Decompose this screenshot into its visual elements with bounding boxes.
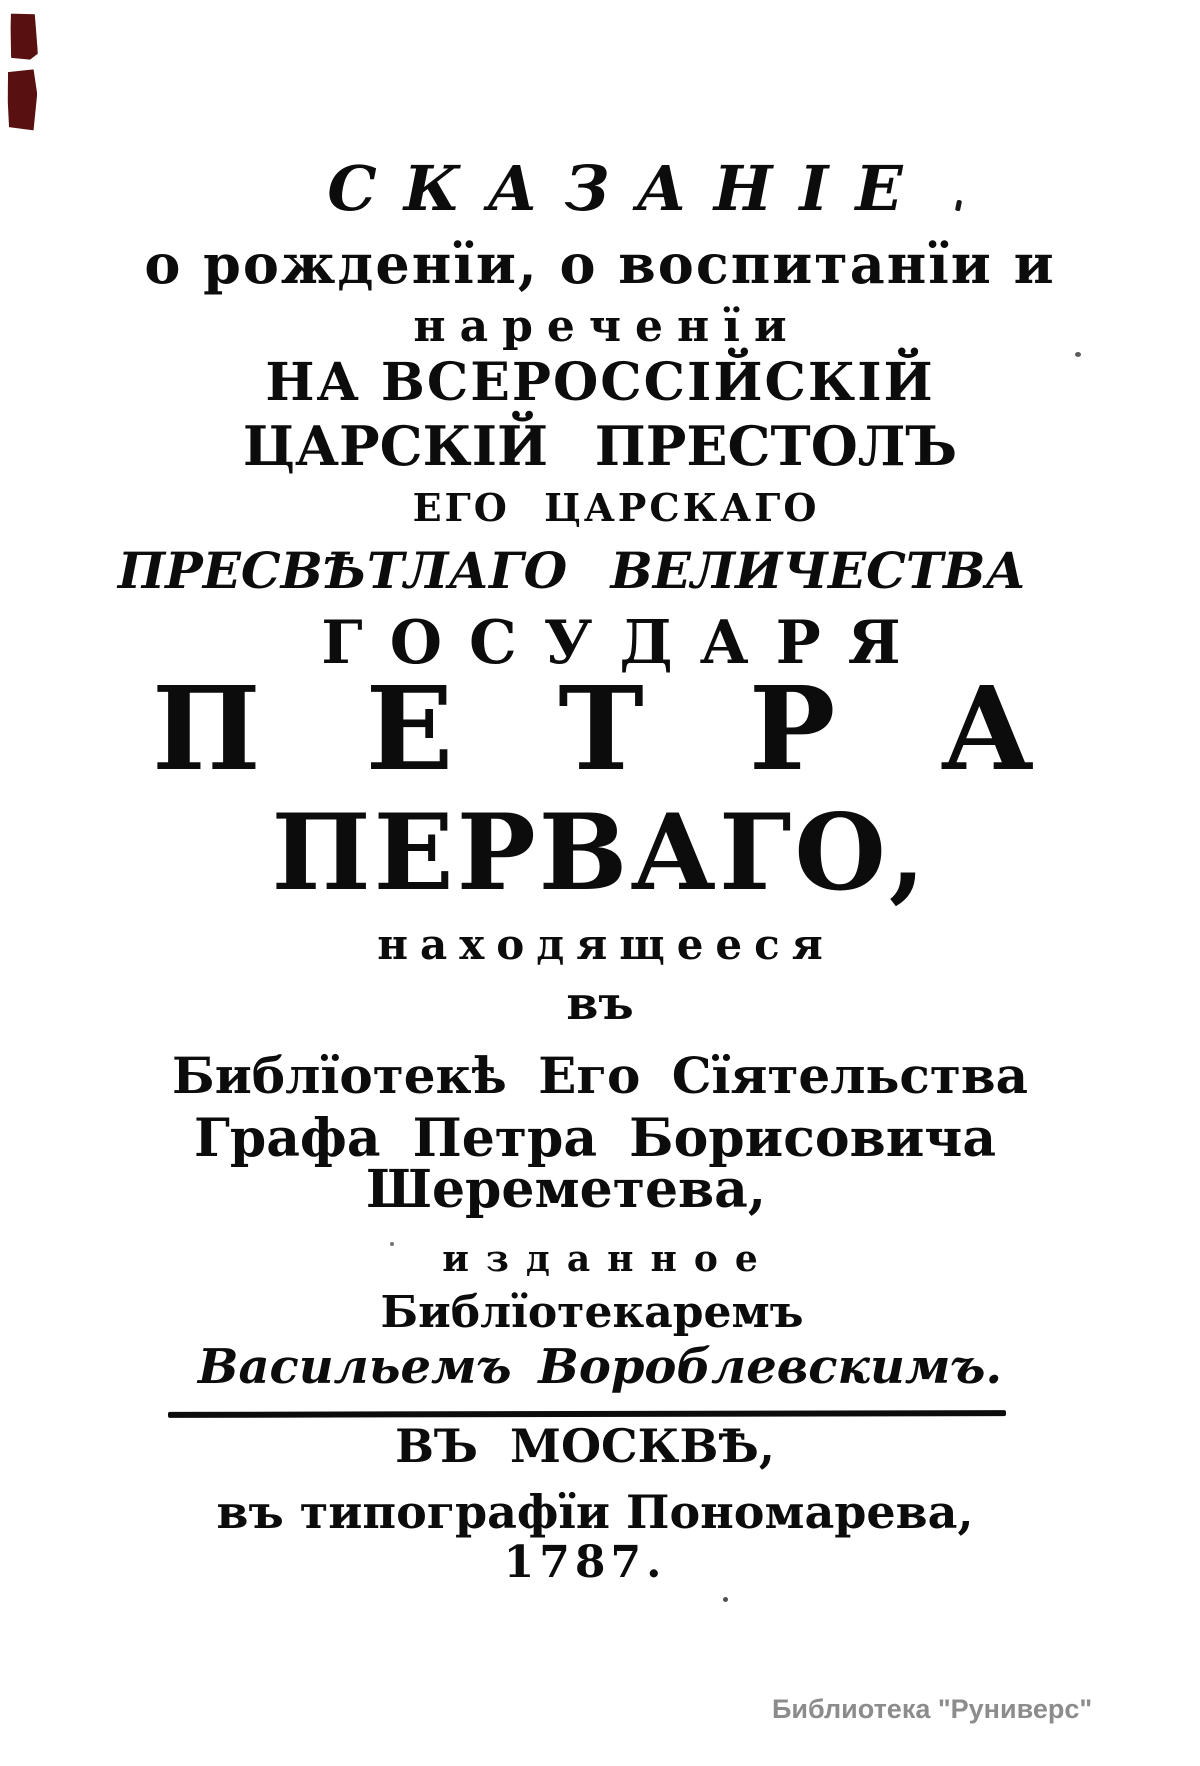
note-located-in: въ	[566, 976, 634, 1030]
note-located: находящееся	[377, 920, 835, 969]
subtitle-his-tsarist: ЕГО ЦАРСКАГО	[412, 485, 820, 530]
sovereign-line: ГОСУДАРЯ	[321, 608, 928, 678]
subtitle-most-serene-majesty: ПРЕСВѢТЛАГО ВЕЛИЧЕСТВА	[117, 541, 1027, 600]
subtitle-naming: нареченїи	[413, 301, 801, 352]
imprint-divider-rule	[168, 1410, 1006, 1418]
scan-speck	[1075, 352, 1081, 357]
publisher-librarian: Библїотекаремъ	[380, 1287, 804, 1338]
scan-speck	[723, 1597, 728, 1602]
publisher-voroblevsky: Васильемъ Вороблевскимъ.	[197, 1339, 1003, 1395]
subtitle-tsar-throne: ЦАРСКІЙ ПРЕСТОЛЪ	[242, 414, 958, 478]
scan-defect-mark-bottom	[6, 68, 38, 130]
name-line-petra: ПЕТРА	[152, 662, 1139, 797]
note-sheremetev: Шереметева,	[366, 1159, 766, 1220]
imprint-year: 1787.	[503, 1537, 667, 1588]
subtitle-all-russian: НА ВСЕРОССІЙСКІЙ	[265, 352, 935, 413]
name-line-pervago: ПЕРВАГО,	[271, 790, 929, 914]
scan-speck	[390, 1242, 394, 1246]
publisher-izdannoe: изданное	[442, 1238, 775, 1280]
main-title: СКАЗАНІЕ	[327, 152, 930, 225]
runivers-library-watermark: Библиотека "Руниверс"	[772, 1694, 1093, 1724]
scan-defect-mark-top	[9, 12, 38, 60]
imprint-city: ВЪ МОСКВѢ,	[395, 1419, 775, 1473]
imprint-printer: въ типографїи Пономарева,	[216, 1485, 974, 1539]
note-library-excellency: Библїотекѣ Его Сїятельства	[171, 1046, 1028, 1105]
note-count-pyotr-borisovich: Графа Петра Борисовича	[193, 1108, 997, 1169]
subtitle-birth-upbringing: о рожденїи, о воспитанїи и	[144, 232, 1056, 296]
